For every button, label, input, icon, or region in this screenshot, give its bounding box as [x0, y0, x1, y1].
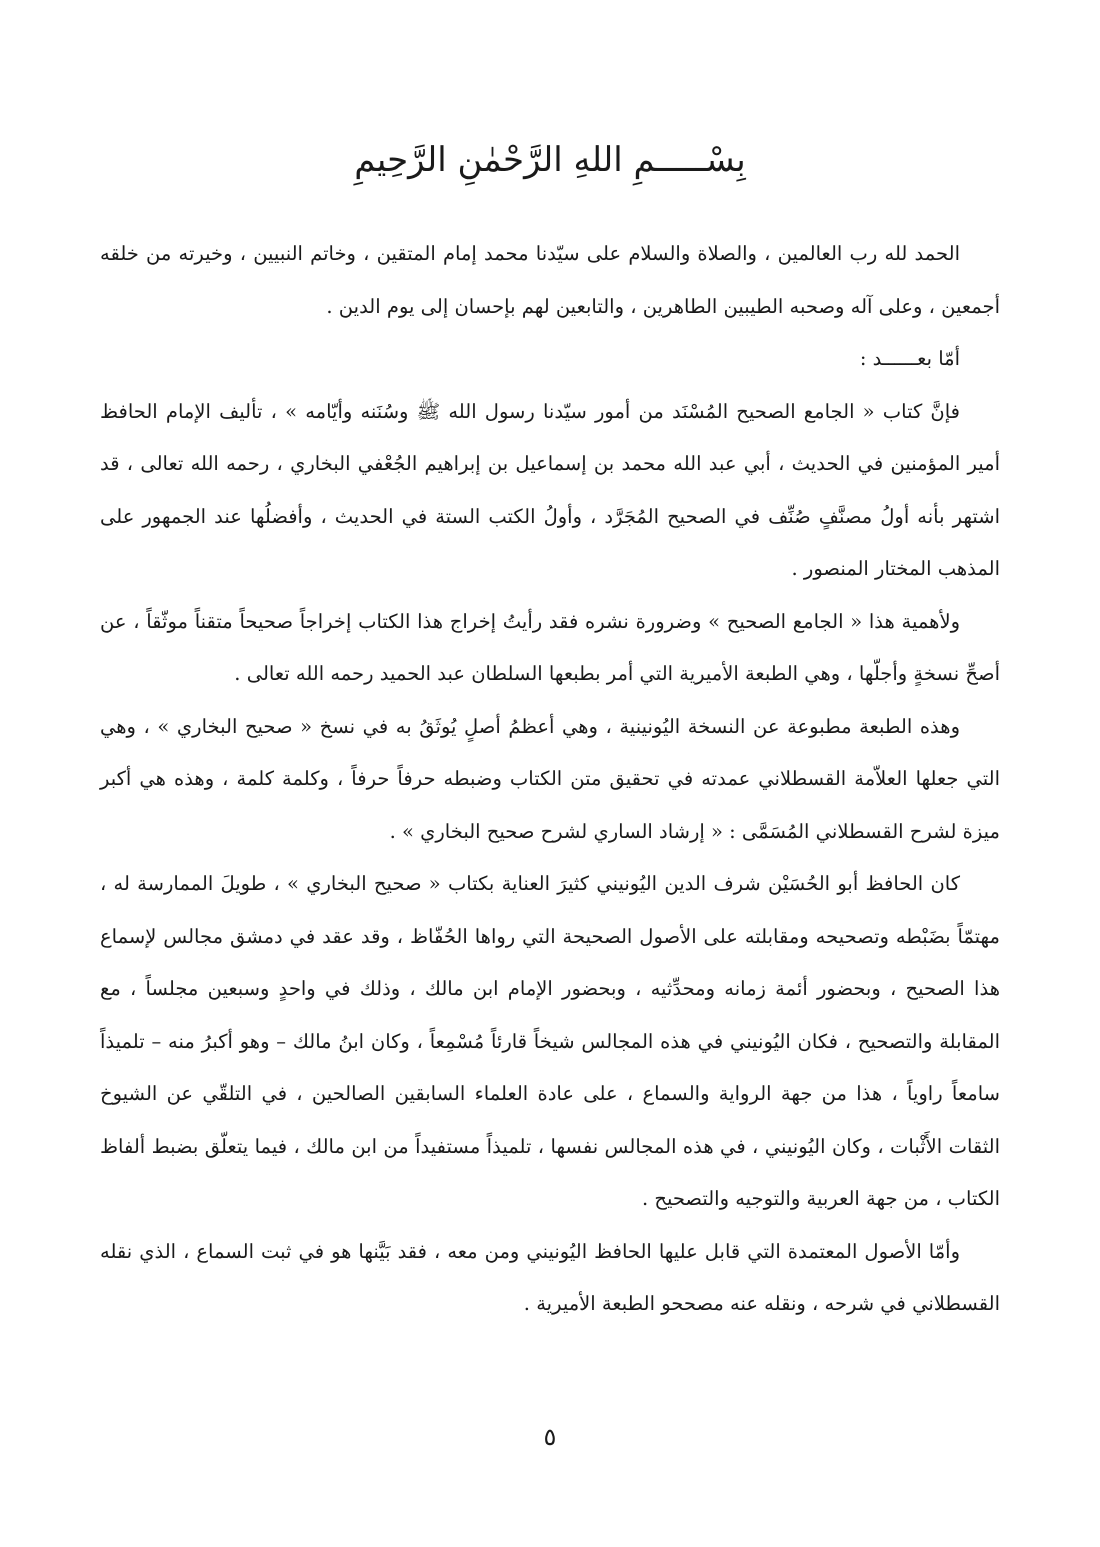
paragraph-original-sources: وأمّا الأصول المعتمدة التي قابل عليها الحافظ اليُونيني ومن معه ، فقد بَيَّنها هو في ثبت السماع ، الذي نقله القسطلاني في شرحه ، ونقله عنه مصححو الطبعة الأميرية . [100, 1239, 1000, 1315]
paragraph-edition-importance: ولأهمية هذا « الجامع الصحيح » وضرورة نشره فقد رأيتُ إخراج هذا الكتاب إخراجاً صحيحاً متقناً موثّقاً ، عن أصحِّ نسخةٍ وأجلّها ، وهي الطبعة الأميرية التي أمر بطبعها السلطان عبد الحميد رحمه الله تعالى . [100, 609, 1000, 685]
paragraph-sahih-bukhari-intro: فإنَّ كتاب « الجامع الصحيح المُسْنَد من أمور سيّدنا رسول الله ﷺ وسُنَنه وأيّامه » ، تأليف الإمام الحافظ أمير المؤمنين في الحديث ، أبي عبد الله محمد بن إسماعيل بن إبراهيم الجُعْفي البخاري ، رحمه الله تعالى ، قد اشتهر بأنه أولُ مصنَّفٍ صُنِّف في الصحيح المُجَرَّد ، وأولُ الكتب الستة في الحديث ، وأفضلُها عند الجمهور على المذهب المختار المنصور . [100, 399, 1000, 580]
paragraph-yunini-edition: وهذه الطبعة مطبوعة عن النسخة اليُونينية ، وهي أعظمُ أصلٍ يُوثَقُ به في نسخ « صحيح البخاري » ، وهي التي جعلها العلاّمة القسطلاني عمدته في تحقيق متن الكتاب وضبطه حرفاً حرفاً ، وكلمة كلمة ، وهذه هي أكبر ميزة لشرح القسطلاني المُسَمَّى : « إرشاد الساري لشرح صحيح البخاري » . [100, 714, 1000, 843]
amma-badu-heading: أمّا بعــــــد : [859, 347, 960, 370]
paragraph-hafiz-yunini: كان الحافظ أبو الحُسَيْن شرف الدين اليُونيني كثيرَ العناية بكتاب « صحيح البخاري » ، طويلَ الممارسة له ، مهتمّاً بضَبْطه وتصحيحه ومقابلته على الأصول الصحيحة التي رواها الحُفّاظ ، وقد عقد في دمشق مجالس لإسماع هذا الصحيح ، وبحضور أئمة زمانه ومحدِّثيه ، وبحضور الإمام ابن مالك ، وذلك في واحدٍ وسبعين مجلساً ، مع المقابلة والتصحيح ، فكان اليُونيني في هذه المجالس شيخاً قارئاً مُسْمِعاً ، وكان ابنُ مالك – وهو أكبرُ منه – تلميذاً سامعاً راوياً ، هذا من جهة الرواية والسماع ، على عادة العلماء السابقين الصالحين ، في التلقّي عن الشيوخ الثقات الأَثْبات ، وكان اليُونيني ، في هذه المجالس نفسها ، تلميذاً مستفيداً من ابن مالك ، فيما يتعلّق بضبط ألفاظ الكتاب ، من جهة العربية والتوجيه والتصحيح . [100, 872, 1000, 1210]
basmala-heading: بِسْـــــمِ اللهِ الرَّحْمٰنِ الرَّحِيمِ [354, 140, 746, 180]
page-number: ٥ [543, 1423, 557, 1451]
opening-paragraph: الحمد لله رب العالمين ، والصلاة والسلام على سيّدنا محمد إمام المتقين ، وخاتم النبيين ، وخيرته من خلقه أجمعين ، وعلى آله وصحبه الطيبين الطاهرين ، والتابعين لهم بإحسان إلى يوم الدين . [100, 242, 1000, 318]
document-page [100, 130, 1000, 1520]
